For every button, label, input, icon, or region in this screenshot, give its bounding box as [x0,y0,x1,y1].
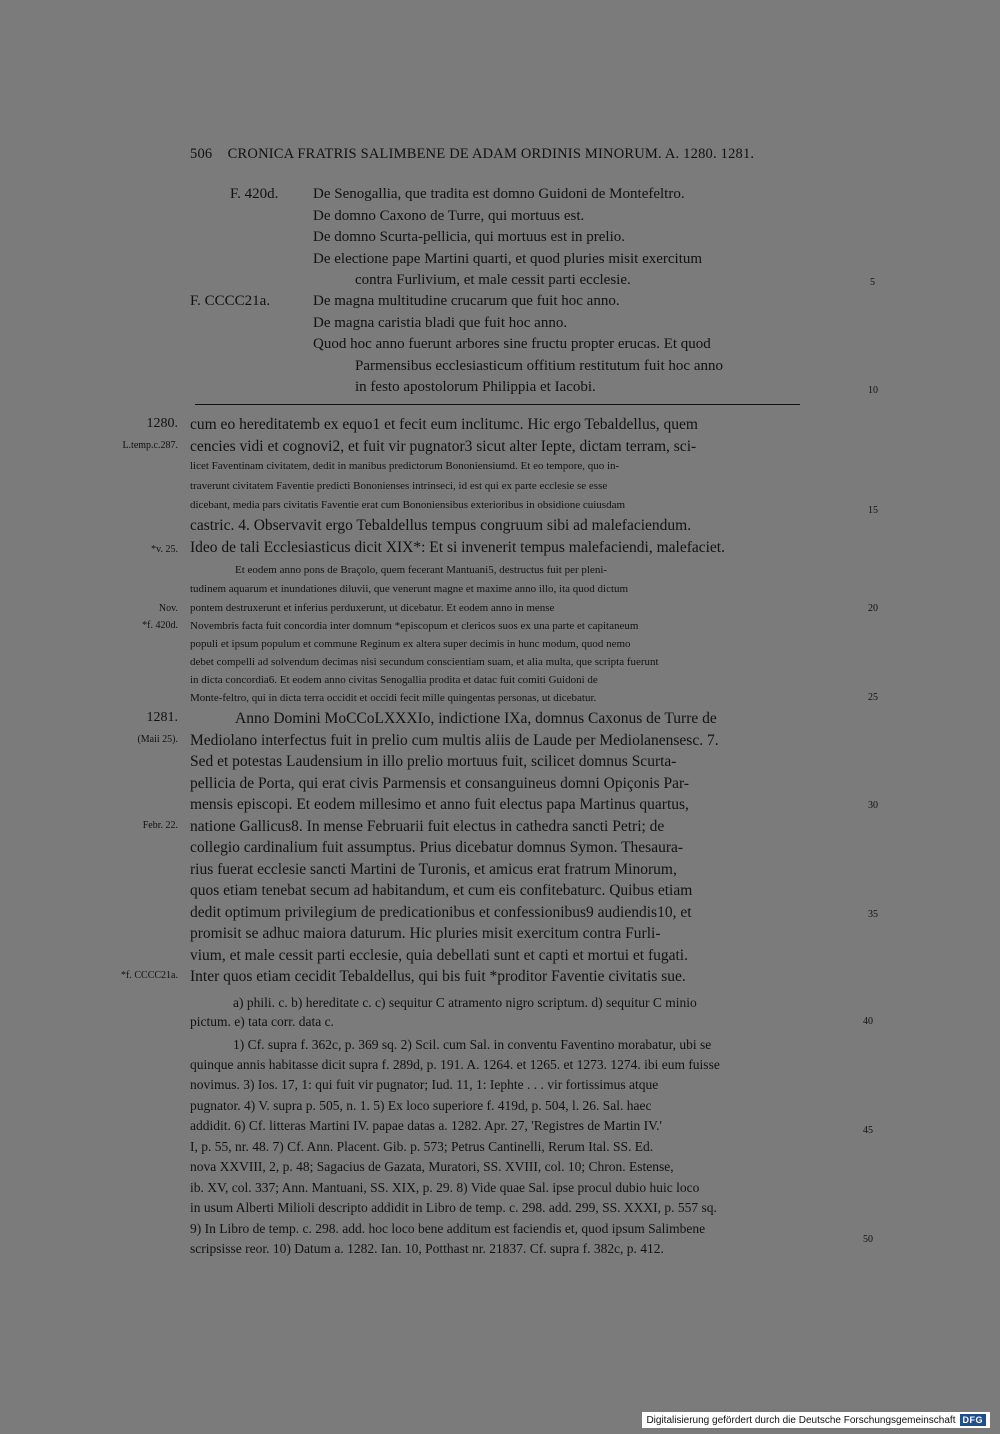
footnote-line: quinque annis habitasse dicit supra f. 289d, p. 191. A. 1264. et 1265. et 1273. 1274. ibi eum fuisse [190,1057,720,1072]
margin-reference: *f. 420d. [142,620,178,631]
body-line: Novembris facta fuit concordia inter domnum *episcopum et clericos suos ex una parte et capitaneum [190,620,639,632]
body-line: cum eo hereditatemb ex equo1 et fecit eum inclitumc. Hic ergo Tebaldellus, quem [190,416,698,433]
body-line: debet compelli ad solvendum decimas nisi secundum conscientiam suam, et alia multa, que scripta fuerunt [190,656,659,668]
body-line: Et eodem anno pons de Braçolo, quem fecerant Mantuani5, destructus fuit per pleni- [235,564,608,576]
body-line: populi et ipsum populum et commune Reginum ex altera super decimis in hunc modum, quod nemo [190,638,631,650]
footnote-line: 1) Cf. supra f. 362c, p. 369 sq. 2) Scil. cum Sal. in conventu Faventino morabatur, ubi se [233,1037,712,1052]
line-number: 30 [868,800,878,811]
toc-line: in festo apostolorum Philippia et Iacobi. [355,379,596,395]
body-line: rius fuerat ecclesie sancti Martini de Turonis, et amicus erat fratrum Minorum, [190,861,677,878]
margin-reference: Nov. [158,603,178,614]
footnote-line: ib. XV, col. 337; Ann. Mantuani, SS. XIX, p. 29. 8) Vide quae Sal. ipse procul dubio huic loco [190,1180,700,1195]
body-line: Sed et potestas Laudensium in illo prelio mortuus fuit, scilicet domnus Scurta- [190,753,677,770]
margin-reference: (Maii 25). [137,734,178,745]
footer-text: Digitalisierung gefördert durch die Deutsche Forschungsgemeinschaft [646,1414,956,1426]
line-number: 50 [863,1234,873,1245]
footnote-line: in usum Alberti Milioli descripto addidit in Libro de temp. c. 298. add. 299, SS. XXXI, p. 557 sq. [190,1200,717,1215]
body-line: in dicta concordia6. Et eodem anno civitas Senogallia prodita et datac fuit comiti Guidoni de [190,674,598,686]
margin-year: 1281. [146,710,178,725]
footnote-line: I, p. 55, nr. 48. 7) Cf. Ann. Placent. Gib. p. 573; Petrus Cantinelli, Rerum Ital. SS. Ed. [190,1139,654,1154]
toc-line: De magna caristia bladi que fuit hoc anno. [313,315,568,331]
margin-reference: *f. CCCC21a. [121,970,178,981]
margin-year: 1280. [146,416,178,431]
body-line: collegio cardinalium fuit assumptus. Prius dicebatur domnus Symon. Thesaura- [190,839,684,856]
toc-line: De Senogallia, que tradita est domno Guidoni de Montefeltro. [313,186,685,202]
toc-line: De electione pape Martini quarti, et quod pluries misit exercitum [313,251,703,267]
body-line: promisit se adhuc maiora daturum. Hic pluries misit exercitum contra Furli- [190,925,661,942]
line-number: 45 [863,1125,873,1136]
toc-divider [195,404,800,405]
toc-line: Parmensibus ecclesiasticum offitium restitutum fuit hoc anno [355,358,723,374]
toc-line: Quod hoc anno fuerunt arbores sine fructu propter erucas. Et quod [313,336,711,352]
footnote-line: pugnator. 4) V. supra p. 505, n. 1. 5) Ex loco superiore f. 419d, p. 504, l. 26. Sal. haec [190,1098,652,1113]
toc-line: De domno Caxono de Turre, qui mortuus est. [313,208,585,224]
body-line: Ideo de tali Ecclesiasticus dicit XIX*: Et si invenerit tempus malefaciendi, malefaciet. [190,539,725,556]
digitization-footer [642,1412,990,1428]
body-line: quos etiam tenebat secum ad habitandum, et cum eis confitebaturc. Quibus etiam [190,882,693,899]
footnote-line: novimus. 3) Ios. 17, 1: qui fuit vir pugnator; Iud. 11, 1: Iephte . . . vir fortissimus atque [190,1077,659,1092]
page-number: 506 [190,146,213,162]
body-line: traverunt civitatem Faventie predicti Bononienses intrinseci, id est qui ex parte ecclesie se esse [190,480,608,492]
apparatus-note: pictum. e) tata corr. data c. [190,1014,334,1029]
toc-line: contra Furlivium, et male cessit parti ecclesie. [355,272,631,288]
body-line: Inter quos etiam cecidit Tebaldellus, qui bis fuit *proditor Faventie civitatis sue. [190,968,686,985]
footnote-line: 9) In Libro de temp. c. 298. add. hoc loco bene additum est faciendis et, quod ipsum Salimbene [190,1221,706,1236]
line-number: 10 [868,385,878,396]
line-number: 35 [868,909,878,920]
toc-line: De domno Scurta-pellicia, qui mortuus est in prelio. [313,229,626,245]
body-line: Mediolano interfectus fuit in prelio cum multis aliis de Laude per Mediolanensesc. 7. [190,732,719,749]
line-number: 40 [863,1016,873,1027]
margin-reference: *v. 25. [151,544,178,555]
body-line: vium, et male cessit parti ecclesie, quia debellati sunt et capti et mortui et fugati. [190,947,688,964]
line-number: 25 [868,692,878,703]
running-header [190,146,754,163]
body-line: pontem destruxerunt et inferius perduxerunt, ut dicebatur. Et eodem anno in mense [190,602,555,614]
toc-folio-label: F. 420d. [230,186,279,202]
body-line: natione Gallicus8. In mense Februarii fuit electus in cathedra sancti Petri; de [190,818,665,835]
body-line: pellicia de Porta, qui erat civis Parmensis et consanguineus domni Opiçonis Par- [190,775,690,792]
running-title: CRONICA FRATRIS SALIMBENE DE ADAM ORDINIS MINORUM. A. 1280. 1281. [227,146,755,162]
apparatus-note: a) phili. c. b) hereditate c. c) sequitur C atramento nigro scriptum. d) sequitur C minio [233,995,697,1010]
line-number: 20 [868,603,878,614]
footnote-line: scripsisse reor. 10) Datum a. 1282. Ian. 10, Potthast nr. 21837. Cf. supra f. 382c, p. 412. [190,1241,664,1256]
body-line: Monte-feltro, qui in dicta terra occidit et occidi fecit mille quingentas personas, ut dicebatur. [190,692,597,704]
body-line: cencies vidi et cognovi2, et fuit vir pugnator3 sicut alter Iepte, dictam terram, sci- [190,438,697,455]
line-number: 15 [868,505,878,516]
body-line: Anno Domini MoCCoLXXXIo, indictione IXa, domnus Caxonus de Turre de [235,710,717,727]
line-number: 5 [870,277,875,288]
body-line: licet Faventinam civitatem, dedit in manibus predictorum Bononiensiumd. Et eo tempore, quo in- [190,460,620,472]
body-line: tudinem aquarum et inundationes diluvii, que venerunt magne et maxime anno illo, ita quod dictum [190,583,629,595]
dfg-logo: DFG [960,1414,987,1426]
body-line: mensis episcopi. Et eodem millesimo et anno fuit electus papa Martinus quartus, [190,796,689,813]
margin-reference: Febr. 22. [142,820,178,831]
margin-reference: L.temp.c.287. [122,440,178,451]
body-line: dedit optimum privilegium de predicationibus et confessionibus9 audiendis10, et [190,904,692,921]
footnote-line: nova XXVIII, 2, p. 48; Sagacius de Gazata, Muratori, SS. XVIII, col. 10; Chron. Estense, [190,1159,674,1174]
footnote-line: addidit. 6) Cf. litteras Martini IV. papae datas a. 1282. Apr. 27, 'Registres de Martin IV.' [190,1118,662,1133]
body-line: dicebant, media pars civitatis Faventie erat cum Bononiensibus exterioribus in obsidione cuiusdam [190,499,626,511]
toc-folio-label: F. CCCC21a. [190,293,271,309]
body-line: castric. 4. Observavit ergo Tebaldellus tempus congruum sibi ad malefaciendum. [190,517,692,534]
toc-line: De magna multitudine crucarum que fuit hoc anno. [313,293,620,309]
